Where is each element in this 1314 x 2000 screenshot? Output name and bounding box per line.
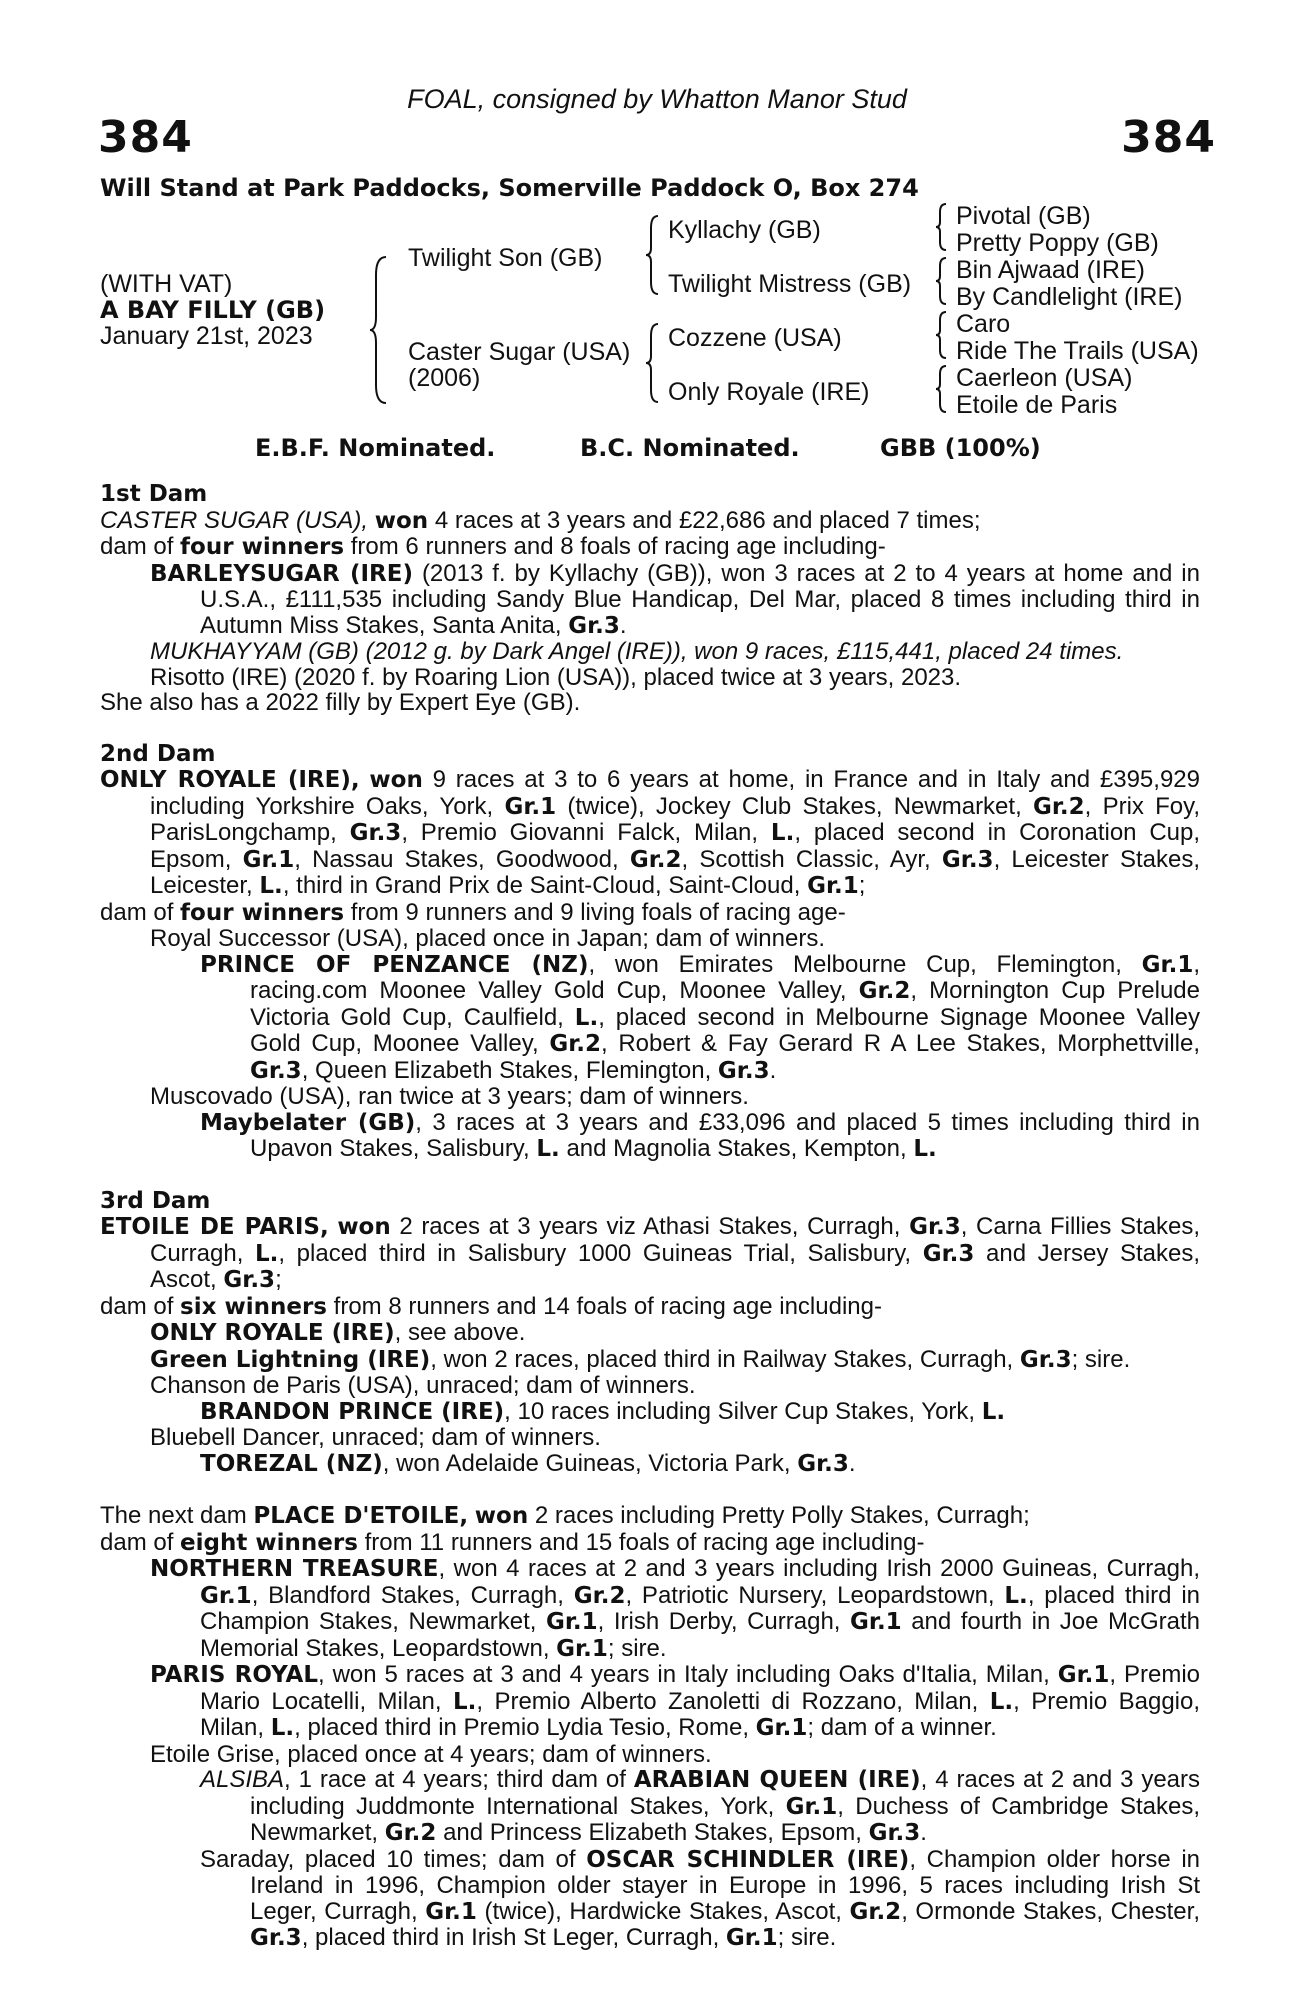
ped-ddd: Etoile de Paris xyxy=(956,391,1118,419)
ped-dsd: Ride The Trails (USA) xyxy=(956,337,1199,365)
third-dam-grandoffspring-1: BRANDON PRINCE (IRE), 10 races including Silver Cup Stakes, York, L. xyxy=(200,1397,1006,1425)
third-dam-offspring-4: Bluebell Dancer, unraced; dam of winners. xyxy=(150,1424,601,1451)
lot-number-right: 384 xyxy=(1121,112,1216,163)
second-dam-grandoffspring-2: Maybelater (GB), 3 races at 3 years and £33,096 and placed 5 times including third in Upavon Stakes, Salisbury, L. and Magnolia Stakes, Kempton, L. xyxy=(200,1108,1200,1162)
second-dam-offspring-2: Muscovado (USA), ran twice at 3 years; dam of winners. xyxy=(150,1083,749,1110)
third-dam-grandoffspring-2: TOREZAL (NZ), won Adelaide Guineas, Victoria Park, Gr.3. xyxy=(200,1449,856,1477)
pedigree-brace xyxy=(368,255,390,405)
second-dam-produce: dam of four winners from 9 runners and 9 living foals of racing age- xyxy=(100,898,846,926)
dam-name: Caster Sugar (USA) xyxy=(408,338,631,366)
next-dam-produce: dam of eight winners from 11 runners and 15 foals of racing age including- xyxy=(100,1528,925,1556)
next-dam-grandoffspring-2: Saraday, placed 10 times; dam of OSCAR SCHINDLER (IRE), Champion older horse in Ireland in 1996, Champion older stayer in Europe in 1996, 5 races including Irish St Leger, Curragh, Gr.1 (twice), Hardwicke Stakes, Ascot, Gr.2, Ormonde Stakes, Chester, Gr.3, placed third in Irish St Leger, Curragh, Gr.1; sire. xyxy=(200,1845,1200,1951)
stand-location: Will Stand at Park Paddocks, Somerville Paddock O, Box 274 xyxy=(100,174,919,202)
consignor-line: FOAL, consigned by Whatton Manor Stud xyxy=(407,84,907,114)
first-dam-offspring-1: BARLEYSUGAR (IRE) (2013 f. by Kyllachy (GB)), won 3 races at 2 to 4 years at home and in U.S.A., £111,535 including Sandy Blue Handicap, Del Mar, placed 8 times including third in Autumn Miss Stakes, Santa Anita, Gr.3. xyxy=(150,559,1200,639)
first-dam-also: She also has a 2022 filly by Expert Eye (GB). xyxy=(100,689,581,716)
first-dam-intro: CASTER SUGAR (USA), won 4 races at 3 years and £22,686 and placed 7 times; xyxy=(100,506,981,534)
first-dam-heading: 1st Dam xyxy=(100,481,208,507)
ped-dss: Caro xyxy=(956,310,1011,338)
bc-nomination: B.C. Nominated. xyxy=(580,434,800,462)
vat-label: (WITH VAT) xyxy=(100,270,233,298)
third-dam-heading: 3rd Dam xyxy=(100,1187,211,1214)
next-dam-grandoffspring-1: ALSIBA, 1 race at 4 years; third dam of ARABIAN QUEEN (IRE), 4 races at 2 and 3 years including Juddmonte International Stakes, York, Gr.1, Duchess of Cambridge Stakes, Newmarket, Gr.2 and Princess Elizabeth Stakes, Epsom, Gr.3. xyxy=(200,1766,1201,1846)
third-dam-offspring-2: Green Lightning (IRE), won 2 races, placed third in Railway Stakes, Curragh, Gr.3; sire. xyxy=(150,1345,1131,1373)
first-dam-offspring-2: MUKHAYYAM (GB) (2012 g. by Dark Angel (IRE)), won 9 races, £115,441, placed 24 times. xyxy=(150,638,1124,665)
ped-sds: Bin Ajwaad (IRE) xyxy=(956,256,1145,284)
gen3-brace-1 xyxy=(934,202,950,252)
sire-name: Twilight Son (GB) xyxy=(408,244,603,272)
ped-sss: Pivotal (GB) xyxy=(956,202,1091,230)
next-dam-offspring-2: PARIS ROYAL, won 5 races at 3 and 4 years in Italy including Oaks d'Italia, Milan, Gr.1, Premio Mario Locatelli, Milan, L., Premio Alberto Zanoletti di Rozzano, Milan, L., Premio Baggio, Milan, L., placed third in Premio Lydia Tesio, Rome, Gr.1; dam of a winner. xyxy=(150,1661,1201,1741)
catalogue-body xyxy=(100,482,1200,1952)
second-dam-heading: 2nd Dam xyxy=(100,740,216,767)
sire-brace xyxy=(644,214,662,296)
first-dam-offspring-3: Risotto (IRE) (2020 f. by Roaring Lion (USA)), placed twice at 3 years, 2023. xyxy=(150,663,962,691)
next-dam-offspring-3: Etoile Grise, placed once at 4 years; dam of winners. xyxy=(150,1740,712,1768)
dam-brace xyxy=(644,322,662,404)
third-dam-offspring-1: ONLY ROYALE (IRE), see above. xyxy=(150,1319,526,1346)
dam-sire: Cozzene (USA) xyxy=(668,324,842,352)
next-dam-offspring-1: NORTHERN TREASURE, won 4 races at 2 and 3 years including Irish 2000 Guineas, Curragh, Gr.1, Blandford Stakes, Curragh, Gr.2, Patriotic Nursery, Leopardstown, L., placed third in Champion Stakes, Newmarket, Gr.1, Irish Derby, Curragh, Gr.1 and fourth in Joe McGrath Memorial Stakes, Leopardstown, Gr.1; sire. xyxy=(150,1555,1201,1662)
ped-ssd: Pretty Poppy (GB) xyxy=(956,229,1159,257)
third-dam-offspring-3: Chanson de Paris (USA), unraced; dam of winners. xyxy=(150,1372,696,1399)
horse-name: A BAY FILLY (GB) xyxy=(100,296,326,324)
dam-dam: Only Royale (IRE) xyxy=(668,378,870,406)
gbb-percentage: GBB (100%) xyxy=(880,434,1041,462)
gen3-brace-2 xyxy=(934,256,950,306)
third-dam-record: ETOILE DE PARIS, won 2 races at 3 years viz Athasi Stakes, Curragh, Gr.3, Carna Fillies Stakes, Curragh, L., placed third in Salisbury 1000 Guineas Trial, Salisbury, Gr.3 and Jersey Stakes, Ascot, Gr.3; xyxy=(100,1213,1200,1293)
next-dam-record: The next dam PLACE D'ETOILE, won 2 races including Pretty Polly Stakes, Curragh; xyxy=(100,1502,1030,1529)
sire-dam: Twilight Mistress (GB) xyxy=(668,270,912,298)
first-dam-produce: dam of four winners from 6 runners and 8 foals of racing age including- xyxy=(100,533,886,560)
second-dam-offspring-1: Royal Successor (USA), placed once in Japan; dam of winners. xyxy=(150,925,825,952)
third-dam-produce: dam of six winners from 8 runners and 14 foals of racing age including- xyxy=(100,1292,882,1320)
ped-sdd: By Candlelight (IRE) xyxy=(956,283,1183,311)
foaling-date: January 21st, 2023 xyxy=(100,322,313,350)
second-dam-record: ONLY ROYALE (IRE), won 9 races at 3 to 6 years at home, in France and in Italy and £395,929 including Yorkshire Oaks, York, Gr.1 (twice), Jockey Club Stakes, Newmarket, Gr.2, Prix Foy, ParisLongchamp, Gr.3, Premio Giovanni Falck, Milan, L., placed second in Coronation Cup, Epsom, Gr.1, Nassau Stakes, Goodwood, Gr.2, Scottish Classic, Ayr, Gr.3, Leicester Stakes, Leicester, L., third in Grand Prix de Saint-Cloud, Saint-Cloud, Gr.1; xyxy=(100,766,1201,899)
lot-number-left: 384 xyxy=(98,112,193,163)
dam-year: (2006) xyxy=(408,364,481,392)
gen3-brace-4 xyxy=(934,364,950,414)
ped-dds: Caerleon (USA) xyxy=(956,364,1133,392)
ebf-nomination: E.B.F. Nominated. xyxy=(255,434,496,462)
sire-sire: Kyllachy (GB) xyxy=(668,216,821,244)
second-dam-grandoffspring-1: PRINCE OF PENZANCE (NZ), won Emirates Melbourne Cup, Flemington, Gr.1, racing.com Moonee Valley Gold Cup, Moonee Valley, Gr.2, Mornington Cup Prelude Victoria Gold Cup, Caulfield, L., placed second in Melbourne Signage Moonee Valley Gold Cup, Moonee Valley, Gr.2, Robert & Fay Gerard R A Lee Stakes, Morphettville, Gr.3, Queen Elizabeth Stakes, Flemington, Gr.3. xyxy=(200,950,1201,1084)
gen3-brace-3 xyxy=(934,310,950,360)
